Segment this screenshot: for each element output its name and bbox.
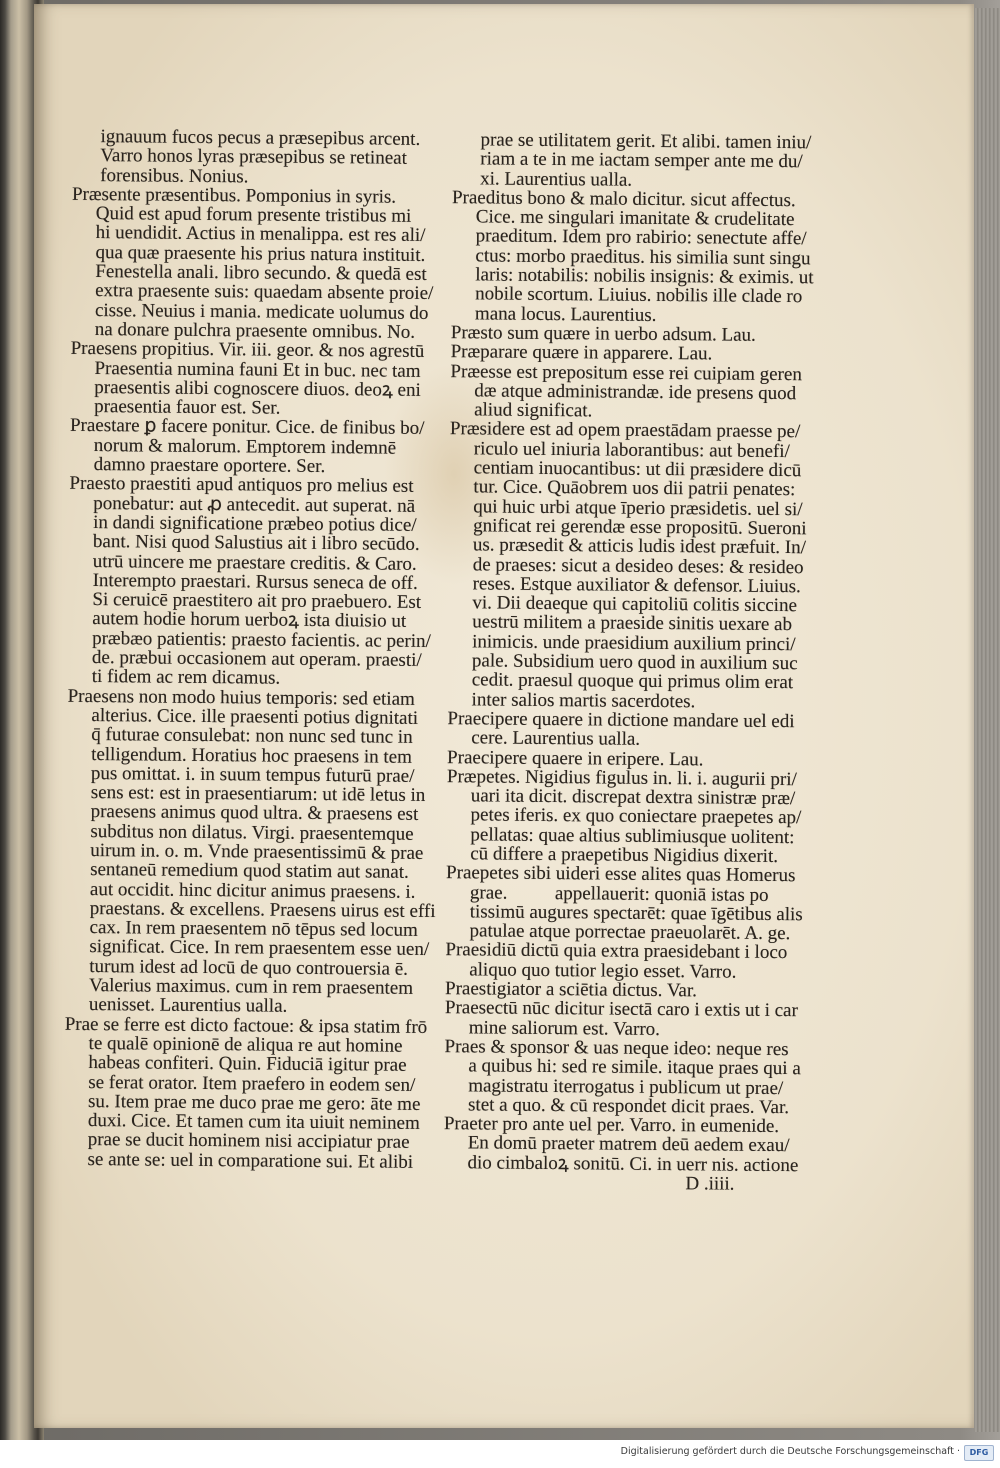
text-line: Præsto sum quære in uerbo adsum. Lau. — [450, 322, 756, 346]
text-line: Interempto praestari. Rursus seneca de off. — [92, 569, 418, 594]
paragraph — [450, 362, 822, 423]
text-line: uestrū militem a praeside sinitis uexare ab — [472, 611, 793, 636]
text-line: inimicis. unde praesidium auxilium princi/ — [472, 631, 796, 655]
text-line: Præpetes. Nigidius figulus in. li. i. augurii pri/ — [446, 765, 797, 790]
text-line: Praeter pro ante uel per. Varro. in eumenide. — [443, 1113, 780, 1138]
text-line: se ferat orator. Item praefero in eodem sen/ — [88, 1071, 416, 1096]
text-line: Præparare quære in apparere. Lau. — [450, 341, 713, 365]
text-line: præbæo patientis: praesto facientis. ac perin/ — [92, 627, 431, 652]
text-line: mana locus. Laurentius. — [474, 303, 657, 326]
text-line: praesens animus quod ultra. & praesens est — [90, 801, 419, 826]
text-line: inter salios martis sacerdotes. — [471, 688, 696, 712]
text-line: uirum in. o. m. Vnde praesentissimū & prae — [90, 839, 424, 864]
text-line: mine saliorum est. Varro. — [468, 1016, 661, 1040]
text-line: Valerius maximus. cum in rem praesentem — [89, 975, 414, 999]
text-line: damno praestare oportere. Ser. — [93, 454, 326, 478]
text-line: utrū uincere me praestare creditis. & Caro. — [92, 550, 417, 575]
paragraph — [68, 474, 442, 690]
text-line: telligendum. Horatius hoc praesens in tem — [91, 743, 413, 768]
paragraph — [445, 941, 817, 983]
text-line: Praeditus bono & malo dicitur. sicut affectus. — [451, 187, 796, 212]
paragraph — [71, 185, 444, 343]
text-line: forensibus. Nonius. — [100, 164, 249, 187]
text-line: habeas confiteri. Quin. Fiduciā igitur prae — [88, 1052, 407, 1077]
text-line: praesentia fauor est. Ser. — [94, 396, 281, 419]
text-line: qua quæ praesente his prius natura instituit. — [95, 241, 426, 266]
text-line: centiam inuocantibus: ut dii præsidere dicū — [473, 457, 802, 482]
text-line: cax. In rem praesentem nō tēpus sed locum — [89, 917, 418, 942]
text-line: aut occidit. hinc dicitur animus praesens. i. — [89, 878, 416, 903]
text-line: riculo uel iniuria laborantibus: aut benefi/ — [473, 438, 790, 462]
text-line: a quibus hi: sed re simile. itaque praes qui a — [468, 1055, 801, 1080]
text-line: Praes & sponsor & uas neque ideo: neque res — [444, 1036, 789, 1061]
text-line: us. præsedit & atticis ludis idest præfuit. In/ — [472, 534, 807, 559]
text-line: turum idest ad locū de quo controuersia ē. — [89, 955, 409, 980]
text-line: laris: notabilis: nobilis insignis: & eximis. ut — [475, 264, 814, 289]
text-line: En domū praeter matrem deū aedem exau/ — [467, 1132, 790, 1157]
text-line: Praecipere quaere in eripere. Lau. — [447, 746, 704, 770]
paragraph — [443, 1114, 815, 1175]
paragraph — [446, 767, 819, 867]
text-line: Præsidere est ad opem praestādam praesse pe/ — [449, 418, 801, 443]
text-line: dio cimbaloꝝ sonitū. Ci. in uerr nis. actione — [467, 1152, 799, 1176]
text-line: Praesidiū dictū quia extra praesidebant i loco — [445, 939, 788, 964]
text-line: grae. appellauerit: quoniā istas po — [469, 881, 769, 906]
text-line: de. præbui occasionem aut operam. praesti/ — [91, 647, 422, 671]
text-line: hi uendidit. Actius in menalippa. est res ali/ — [95, 222, 426, 247]
text-line: Praesto praestiti apud antiquos pro melius est — [69, 473, 414, 498]
text-line: uenisset. Laurentius ualla. — [88, 994, 288, 1018]
paragraph — [451, 188, 824, 326]
signature-mark: D .iiii. — [685, 1173, 735, 1195]
text-line: ponebatur: aut ꝓ antecedit. aut superat. nā — [93, 492, 416, 517]
text-line: vi. Dii deaeque qui capitoliū colitis siccine — [472, 592, 798, 617]
text-line: uari ita dicit. discrepat dextra sinistræ præ/ — [470, 785, 796, 810]
text-line: Praecipere quaere in dictione mandare uel edi — [447, 708, 795, 733]
text-line: q̄ futurae consulebat: non nunc sed tunc in — [91, 724, 413, 749]
text-line: aliquo quo tutior legio esset. Varro. — [469, 959, 737, 983]
text-line: ti fidem ac rem dicamus. — [91, 666, 281, 689]
text-line: prae se utilitatem gerit. Et alibi. tamen iniu/ — [480, 129, 812, 154]
text-line: de praeses: sicut a desideo deses: & resideo — [472, 553, 804, 578]
text-line: xi. Laurentius ualla. — [480, 167, 633, 191]
text-line: pellatas: quae altius sublimiusque uolitent: — [470, 824, 795, 848]
paragraph — [444, 1037, 817, 1117]
text-line: Fenestella anali. libro secundo. & quedā est — [95, 261, 427, 285]
text-line: duxi. Cice. Et tamen cum ita uiuit neminem — [87, 1110, 420, 1135]
text-line: Varro honos lyras præsepibus se retineat — [100, 145, 408, 170]
text-line: pale. Subsidium uero quod in auxilium suc — [471, 650, 798, 675]
text-line: Cice. me singulari imanitate & crudelitate — [475, 206, 795, 231]
text-line: sens est: est in praesentiarum: ut idē letus in — [90, 782, 426, 807]
text-line: pus omittat. i. in suum tempus futurū prae/ — [90, 762, 415, 787]
paragraph — [65, 686, 440, 1017]
paragraph — [448, 420, 823, 713]
text-line: magistratu iterrogatus i publicum ut prae/ — [468, 1074, 784, 1099]
text-line: autem hodie horum uerboꝝ ista diuisio ut — [92, 608, 407, 633]
paragraph — [70, 339, 443, 419]
paragraph — [445, 998, 817, 1040]
text-line: ctus: morbo praeditus. his similia sunt singu — [475, 245, 811, 270]
text-line: subditus non dilatus. Virgi. praesentemque — [90, 820, 414, 845]
text-line: Quid est apud forum presente tristibus mi — [95, 203, 412, 227]
paragraph — [70, 416, 442, 477]
text-line: cedit. praesul quoque qui primus olim erat — [471, 669, 794, 694]
text-line: aliud significat. — [474, 399, 593, 422]
right-column — [443, 130, 824, 1195]
text-line: norum & malorum. Emptorem indemnē — [93, 434, 397, 459]
text-line: stet a quo. & cū respondet dicit praes. Var. — [467, 1094, 790, 1118]
text-line: Si ceruicē praestitero ait pro praebuero. Est — [92, 589, 422, 614]
dfg-logo-icon: DFG — [964, 1445, 994, 1461]
text-line: qui huic urbi atque īperio præsidetis. uel si/ — [473, 495, 803, 520]
text-line: Praesens propitius. Vir. iii. geor. & nos agrestū — [70, 338, 425, 363]
text-line: cisse. Neuius i mania. medicate uolumus do — [94, 299, 429, 324]
text-line: petes iferis. ex quo coniectare praepetes ap/ — [470, 804, 802, 829]
paragraph — [447, 709, 819, 751]
text-line: reses. Estque auxiliator & defensor. Liuius. — [472, 573, 801, 598]
text-line: sentaneū remedium quod statim aut sanat. — [90, 859, 409, 884]
text-line: nobile scortum. Liuius. nobilis ille clade ro — [475, 283, 803, 308]
text-line: ignauum fucos pecus a præsepibus arcent. — [100, 126, 421, 150]
text-line: se ante se: uel in comparatione sui. Et alibi — [87, 1148, 414, 1173]
text-line: tur. Cice. Quāobrem uos dii patrii penates: — [473, 476, 796, 501]
text-line: Praestare ꝑ facere ponitur. Cice. de finibus bo/ — [69, 415, 425, 440]
left-column — [64, 127, 445, 1172]
text-line: cere. Laurentius ualla. — [471, 727, 641, 751]
text-line: bant. Nisi quod Salustius ait i libro secūdo. — [92, 531, 420, 556]
text-line: Praesens non modo huius temporis: sed etiam — [67, 685, 415, 710]
text-line: praeditum. Idem pro rabirio: senectute affe/ — [475, 225, 807, 250]
text-line: cū differe a praepetibus Nigidius dixerit. — [470, 843, 779, 867]
footer-credit: Digitalisierung gefördert durch die Deutsche Forschungsgemeinschaft · — [620, 1446, 960, 1457]
paragraph — [72, 127, 444, 188]
paragraph — [452, 130, 824, 191]
text-line: Praesentia numina fauni Et in buc. nec tam — [94, 357, 421, 382]
text-line: Prae se ferre est dicto factoue: & ipsa statim frō — [64, 1013, 428, 1038]
text-line: riam a te in me iactam semper ante me du/ — [480, 148, 803, 173]
text-line: extra praesente suis: quaedam absente proie/ — [95, 280, 434, 305]
paragraph — [446, 863, 819, 943]
text-line: patulae atque porrectae praeuolarēt. A. ge. — [469, 920, 791, 945]
text-line: tissimū augures spectarēt: quae īgētibus alis — [469, 901, 803, 926]
text-line: praestans. & excellens. Praesens uirus est effi — [89, 897, 436, 922]
text-line: gnificat rei gerendæ esse propositū. Sueroni — [473, 515, 807, 540]
text-line: Præsente præsentibus. Pomponius in syris. — [71, 183, 397, 208]
text-line: Præesse est prepositum esse rei cuipiam geren — [450, 360, 802, 385]
text-line: dæ atque administrandæ. ide presens quod — [474, 380, 797, 405]
text-line: Praepetes sibi uideri esse alites quas Homerus — [446, 862, 796, 887]
footer — [0, 1440, 1000, 1468]
text-line: significat. Cice. In rem praesentem esse uen/ — [89, 936, 430, 961]
text-line: prae se ducit hominem nisi accipiatur prae — [87, 1129, 410, 1154]
text-line: su. Item prae me duco prae me gero: āte me — [88, 1090, 421, 1115]
text-line: Praesectū nūc dicitur isectā caro i extis ut i car — [444, 997, 798, 1022]
text-line: Praestigiator a sciētia dictus. Var. — [444, 978, 698, 1002]
paragraph — [64, 1014, 437, 1172]
text-line: in dandi significatione præbeo potius dice/ — [93, 511, 417, 536]
text-line: alterius. Cice. ille praesenti potius dignitati — [91, 704, 419, 729]
text-line: te qualē opinionē de aliqua re aut homine — [88, 1032, 403, 1057]
text-line: praesentis alibi cognoscere diuos. deoꝝ eni — [94, 376, 421, 401]
text-line: na donare pulchra praesente omnibus. No. — [94, 318, 416, 343]
